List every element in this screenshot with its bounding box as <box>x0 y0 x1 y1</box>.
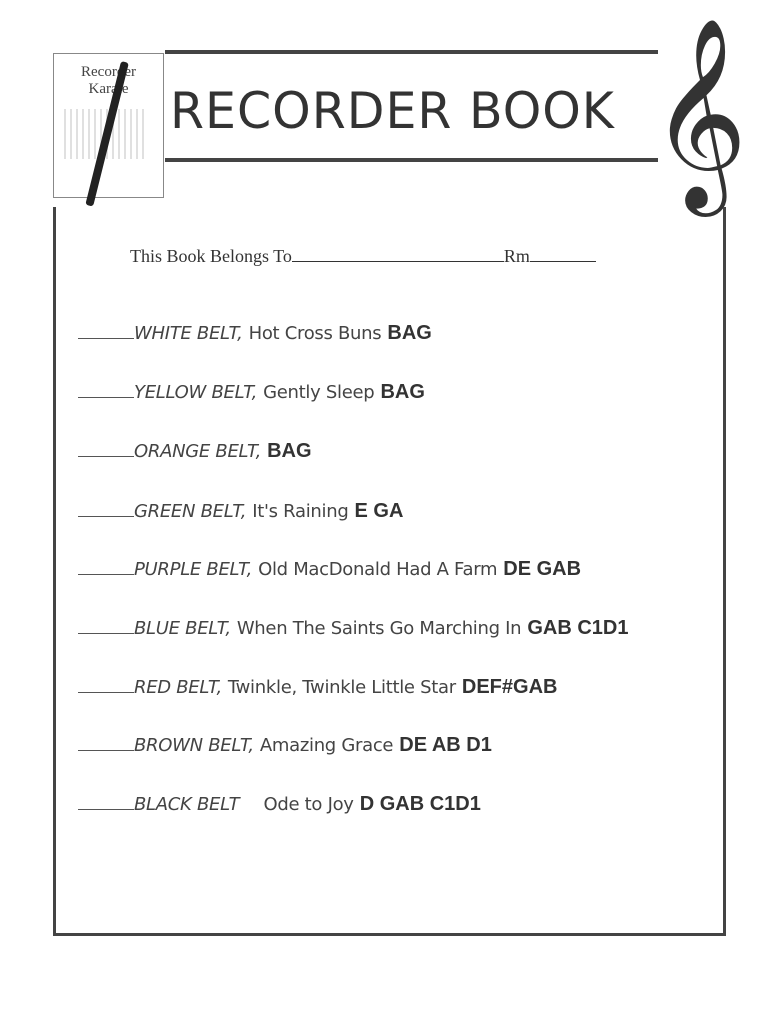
belt-row <box>78 793 481 816</box>
belt-row <box>78 558 581 581</box>
belt-name: ORANGE BELT, <box>134 441 262 462</box>
treble-clef-icon: 𝄞 <box>650 16 748 208</box>
belt-row <box>78 322 432 345</box>
cover-title-line1: Recorder <box>81 64 136 80</box>
song-title: Ode to Joy <box>263 794 354 815</box>
notes-list: BAG <box>387 322 432 344</box>
room-label: Rm <box>503 246 530 266</box>
notes-list: BAG <box>380 381 425 403</box>
notes-list: DE AB D1 <box>399 734 492 756</box>
belt-row <box>78 500 403 523</box>
header-bottom-rule <box>165 158 658 162</box>
checkoff-blank[interactable] <box>78 500 134 517</box>
belt-name: WHITE BELT, <box>134 323 243 344</box>
belt-name: YELLOW BELT, <box>134 382 258 403</box>
checkoff-blank[interactable] <box>78 322 134 339</box>
belt-name: RED BELT, <box>134 677 222 698</box>
belt-name: GREEN BELT, <box>134 501 247 522</box>
belt-name: PURPLE BELT, <box>134 559 253 580</box>
song-title: Twinkle, Twinkle Little Star <box>227 677 456 698</box>
page-title: RECORDER BOOK <box>170 82 615 140</box>
notes-list: DE GAB <box>503 558 582 580</box>
cover-title-line2: Karate <box>88 81 129 97</box>
checkoff-blank[interactable] <box>78 558 134 575</box>
belt-row <box>78 734 492 757</box>
song-title: Hot Cross Buns <box>248 323 382 344</box>
owner-line <box>130 246 596 267</box>
song-title: Old MacDonald Had A Farm <box>258 559 498 580</box>
checkoff-blank[interactable] <box>78 734 134 751</box>
song-title: Gently Sleep <box>263 382 375 403</box>
notes-list: GAB C1D1 <box>527 617 629 639</box>
belt-name: BLACK BELT <box>134 794 240 815</box>
notes-list: DEF#GAB <box>461 676 558 698</box>
room-blank[interactable] <box>530 247 596 262</box>
notes-list: BAG <box>267 440 312 462</box>
notes-list: D GAB C1D1 <box>359 793 481 815</box>
owner-name-blank[interactable] <box>292 247 504 262</box>
belongs-label: This Book Belongs To <box>130 246 292 266</box>
checkoff-blank[interactable] <box>78 617 134 634</box>
checkoff-blank[interactable] <box>78 793 134 810</box>
song-title: Amazing Grace <box>259 735 394 756</box>
belt-row <box>78 676 557 699</box>
belt-name: BROWN BELT, <box>134 735 254 756</box>
belt-row <box>78 440 312 463</box>
checkoff-blank[interactable] <box>78 381 134 398</box>
notes-list: E GA <box>354 500 404 522</box>
checkoff-blank[interactable] <box>78 440 134 457</box>
song-title: When The Saints Go Marching In <box>236 618 522 639</box>
checkoff-blank[interactable] <box>78 676 134 693</box>
belt-row <box>78 381 425 404</box>
song-title: It's Raining <box>252 501 349 522</box>
belt-row <box>78 617 628 640</box>
belt-name: BLUE BELT, <box>134 618 231 639</box>
header-top-rule <box>165 50 658 54</box>
